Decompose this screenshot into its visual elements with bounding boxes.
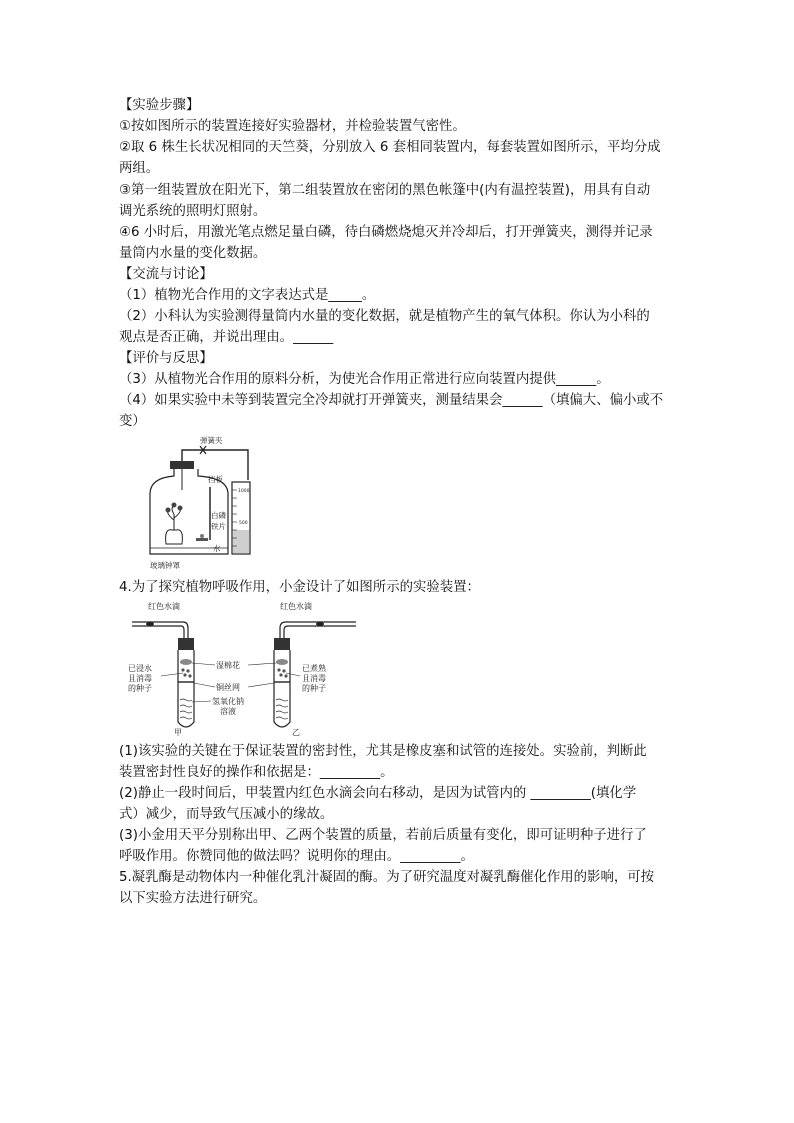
wet-cotton-right xyxy=(276,659,288,665)
respiration-apparatus-figure xyxy=(128,598,363,738)
baffle-label: 挡板 xyxy=(208,475,223,484)
stopper-left xyxy=(178,638,194,650)
seed-label-right-3: 的种子 xyxy=(302,684,326,693)
cylinder-water xyxy=(233,530,249,553)
q4-part-1: (1)该实验的关键在于保证装置的密封性，尤其是橡皮塞和试管的连接处。实验前，判断此 xyxy=(119,744,647,759)
question-5: 5.凝乳酶是动物体内一种催化乳汁凝固的酶。为了研究温度对凝乳酶催化作用的影响，可按 xyxy=(119,870,655,885)
bell-jar-caption: 玻璃钟罩 xyxy=(150,561,180,570)
iron-plate xyxy=(196,538,208,541)
q4-part-1-cont: 装置密封性良好的操作和依据是：_________。 xyxy=(119,765,394,780)
q4-part-3-cont: 呼吸作用。你赞同他的做法吗？说明你的理由。_________。 xyxy=(119,849,474,864)
question-2-cont: 观点是否正确，并说出理由。______ xyxy=(119,330,334,345)
step-3-cont: 调光系统的照明灯照射。 xyxy=(119,204,267,219)
stopper-right xyxy=(274,638,290,650)
seed-label-right-1: 已煮熟 xyxy=(302,664,326,673)
iron-plate-label: 铁片 xyxy=(211,522,226,531)
step-4: ④6 小时后，用激光笔点燃足量白磷，待白磷燃烧熄灭并冷却后，打开弹簧夹，测得并记录 xyxy=(119,225,653,240)
bell-jar-apparatus-figure xyxy=(140,432,270,572)
step-1: ①按如图所示的装置连接好实验器材，并检验装置气密性。 xyxy=(119,119,466,134)
question-4-cont: 变） xyxy=(119,414,146,429)
heading-discussion: 【交流与讨论】 xyxy=(119,267,213,282)
question-5-cont: 以下实验方法进行研究。 xyxy=(119,891,267,906)
seed-label-left-2: 且消毒 xyxy=(128,674,152,683)
heading-experiment-steps: 【实验步骤】 xyxy=(119,98,200,113)
naoh-label-2: 溶液 xyxy=(220,707,236,716)
red-drop-label-left: 红色水滴 xyxy=(148,602,180,611)
question-3: （3）从植物光合作用的原料分析，为使光合作用正常进行应向装置内提供______。 xyxy=(119,372,610,387)
red-drop-label-right: 红色水滴 xyxy=(280,602,312,611)
q4-part-2-cont: 式）减少，而导致气压减小的缘故。 xyxy=(119,807,334,822)
question-4-intro: 4.为了探究植物呼吸作用，小金设计了如图所示的实验装置： xyxy=(119,580,480,595)
rubber-stopper xyxy=(170,461,194,469)
question-4: （4）如果实验中未等到装置完全冷却就打开弹簧夹，测量结果会______（填偏大、偏小或不 xyxy=(119,393,664,408)
red-water-drop-left xyxy=(146,622,154,626)
q4-part-2: (2)静止一段时间后，甲装置内红色水滴会向右移动，是因为试管内的 _________(填化学 xyxy=(119,786,637,801)
white-phosphorus-label: 白磷 xyxy=(211,511,226,520)
red-water-drop-right xyxy=(316,622,324,626)
wet-cotton-left xyxy=(180,659,192,665)
step-3: ③第一组装置放在阳光下，第二组装置放在密闭的黑色帐篷中(内有温控装置)，用具有自动 xyxy=(119,183,651,198)
step-2-cont: 两组。 xyxy=(119,161,160,176)
heading-evaluation: 【评价与反思】 xyxy=(119,351,213,366)
step-2: ②取 6 株生长状况相同的天竺葵，分别放入 6 套相同装置内，每套装置如图所示，平均分成 xyxy=(119,140,661,155)
wet-cotton-label: 湿棉花 xyxy=(216,661,240,670)
seed-label-right-2: 且消毒 xyxy=(302,674,326,683)
flower-pot xyxy=(166,530,183,544)
naoh-label-1: 氢氧化钠 xyxy=(212,697,244,706)
white-phosphorus xyxy=(200,534,204,538)
q4-part-3: (3)小金用天平分别称出甲、乙两个装置的质量，若前后质量有变化，即可证明种子进行了 xyxy=(119,828,647,843)
question-2: （2）小科认为实验测得量筒内水量的变化数据，就是植物产生的氧气体积。你认为小科的 xyxy=(119,309,650,324)
seed-label-left-1: 已浸水 xyxy=(128,664,152,673)
water-label: 水 xyxy=(213,544,221,553)
caption-jia: 甲 xyxy=(174,728,182,737)
copper-mesh-label: 铜丝网 xyxy=(216,683,240,692)
step-4-cont: 量筒内水量的变化数据。 xyxy=(119,246,267,261)
cylinder-tick-500: 500 xyxy=(239,521,248,526)
cylinder-tick-1000: 1000 xyxy=(238,489,250,494)
seed-label-left-3: 的种子 xyxy=(128,684,152,693)
clamp-label: 弹簧夹 xyxy=(200,436,223,445)
question-1: （1）植物光合作用的文字表达式是_____。 xyxy=(119,288,376,303)
caption-yi: 乙 xyxy=(292,728,300,737)
